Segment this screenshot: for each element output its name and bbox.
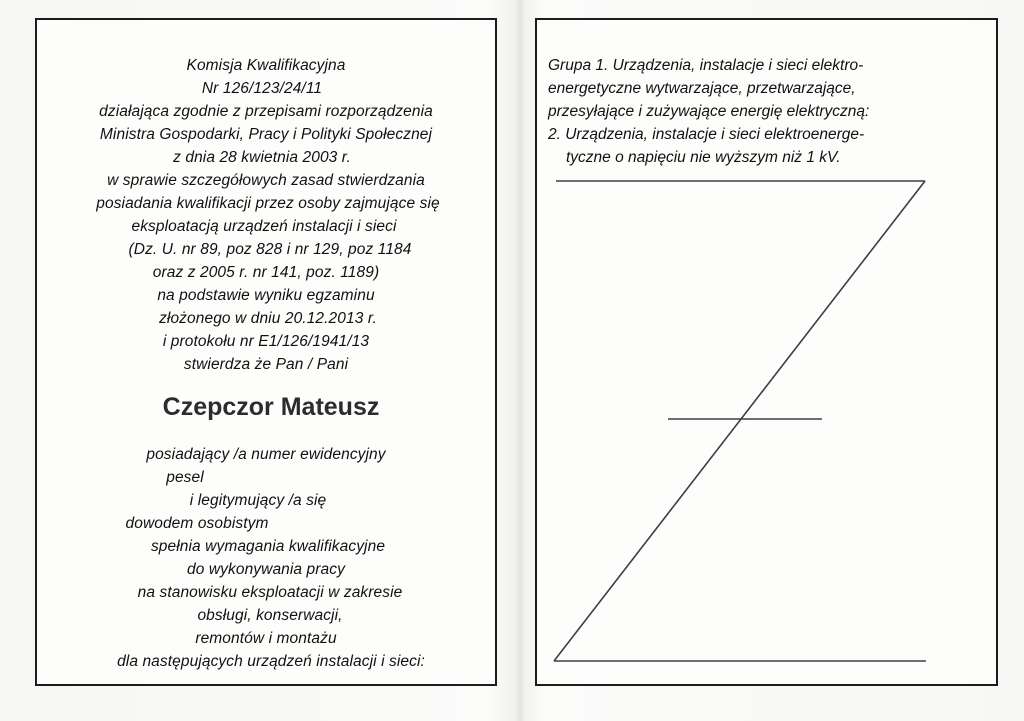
legal-basis-line-6: eksploatacją urządzeń instalacji i sieci	[131, 218, 397, 235]
journal-reference-1: (Dz. U. nr 89, poz 828 i nr 129, poz 1184	[128, 241, 412, 258]
work-scope-line-1: do wykonywania pracy	[187, 561, 345, 578]
group-description-line-4: 2. Urządzenia, instalacje i sieci elektroenerge-	[548, 126, 865, 143]
exam-basis: na podstawie wyniku egzaminu	[157, 287, 375, 304]
group-description-line-1: Grupa 1. Urządzenia, instalacje i sieci elektro-	[548, 57, 864, 74]
statement-line: stwierdza że Pan / Pani	[183, 356, 349, 373]
identity-label: i legitymujący /a się	[189, 492, 327, 509]
exam-date: złożonego w dniu 20.12.2013 r.	[159, 310, 377, 327]
qualification-statement: spełnia wymagania kwalifikacyjne	[150, 538, 386, 555]
protocol-number: i protokołu nr E1/126/1941/13	[162, 333, 370, 350]
group-description-line-2: energetyczne wytwarzające, przetwarzające,	[548, 80, 856, 97]
work-scope-line-2: na stanowisku eksploatacji w zakresie	[137, 584, 403, 601]
legal-basis-line-1: działająca zgodnie z przepisami rozporządzenia	[99, 103, 433, 120]
holder-name: Czepczor Mateusz	[162, 393, 380, 421]
legal-basis-date: z dnia 28 kwietnia 2003 r.	[173, 149, 351, 166]
legal-basis-line-5: posiadania kwalifikacji przez osoby zajmujące się	[96, 195, 440, 212]
pesel-label: pesel	[166, 469, 204, 486]
work-scope-line-4: remontów i montażu	[195, 630, 337, 647]
z-diagonal-stroke	[554, 181, 925, 661]
work-scope-line-3: obsługi, konserwacji,	[197, 607, 343, 624]
commission-title: Komisja Kwalifikacyjna	[186, 57, 346, 74]
legal-basis-line-2: Ministra Gospodarki, Pracy i Polityki Społecznej	[99, 126, 433, 143]
devices-list-intro: dla następujących urządzeń instalacji i sieci:	[117, 653, 425, 670]
legal-basis-line-4: w sprawie szczegółowych zasad stwierdzania	[107, 172, 425, 189]
group-description-line-3: przesyłające i zużywające energię elektryczną:	[548, 103, 870, 120]
commission-number: Nr 126/123/24/11	[201, 80, 323, 97]
id-document-type: dowodem osobistym	[125, 515, 269, 532]
journal-reference-2: oraz z 2005 r. nr 141, poz. 1189)	[152, 264, 380, 281]
registration-number-label: posiadający /a numer ewidencyjny	[146, 446, 386, 463]
group-description-line-5: tyczne o napięciu nie wyższym niż 1 kV.	[566, 149, 841, 166]
